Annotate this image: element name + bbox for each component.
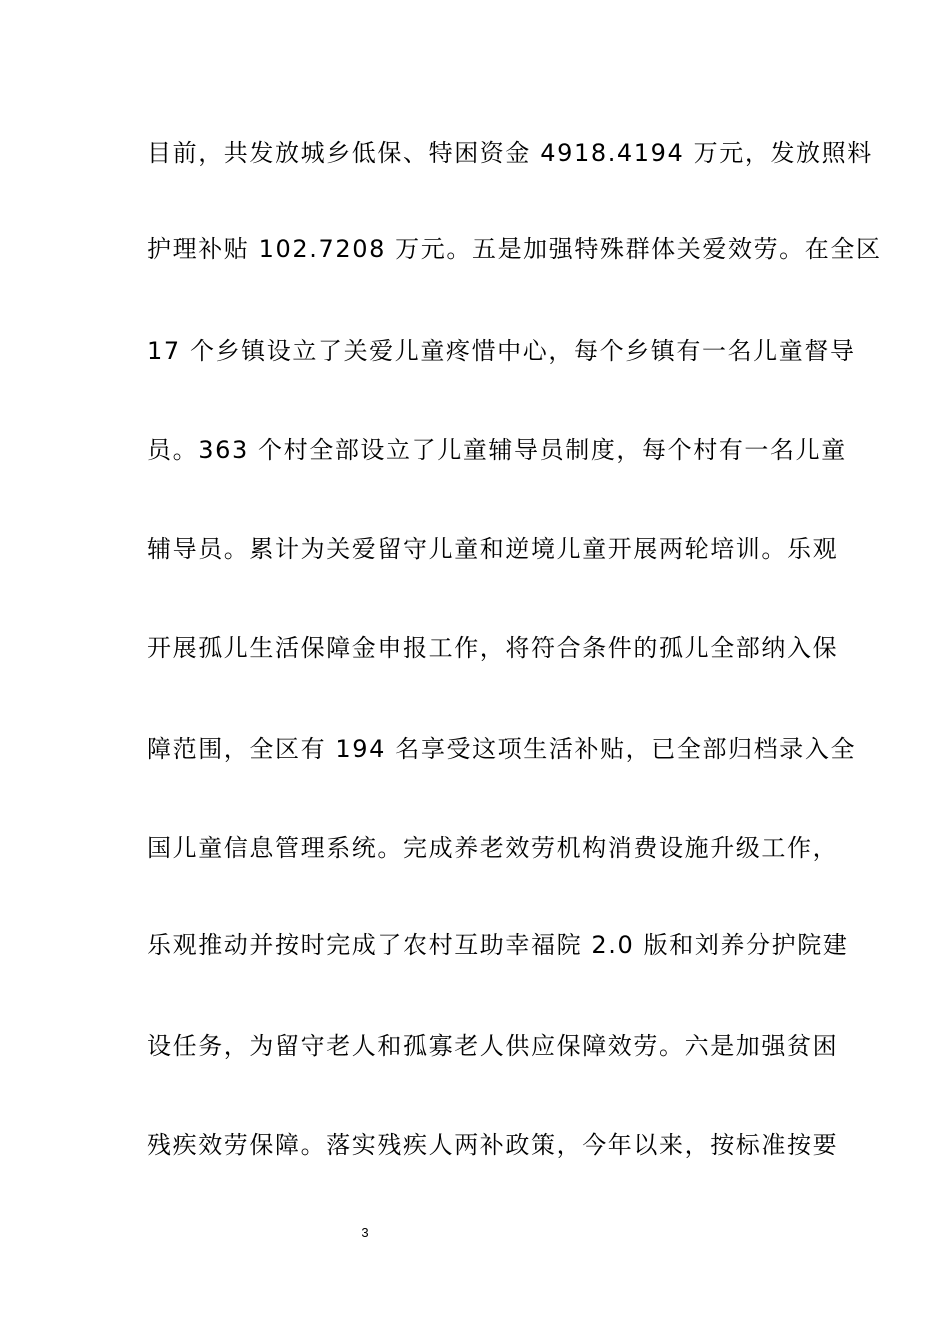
text-line: 辅导员。累计为关爱留守儿童和逆境儿童开展两轮培训。乐观 — [147, 535, 839, 563]
text-line: 17 个乡镇设立了关爱儿童疼惜中心，每个乡镇有一名儿童督导 — [147, 337, 856, 365]
page-number: 3 — [361, 1225, 369, 1240]
text-line: 障范围，全区有 194 名享受这项生活补贴，已全部归档录入全 — [147, 735, 857, 763]
text-line: 残疾效劳保障。落实残疾人两补政策，今年以来，按标准按要 — [147, 1131, 839, 1159]
text-line: 员。363 个村全部设立了儿童辅导员制度，每个村有一名儿童 — [147, 436, 847, 464]
text-line: 乐观推动并按时完成了农村互助幸福院 2.0 版和刘养分护院建 — [147, 931, 849, 959]
text-line: 国儿童信息管理系统。完成养老效劳机构消费设施升级工作， — [147, 834, 839, 862]
text-line: 护理补贴 102.7208 万元。五是加强特殊群体关爱效劳。在全区 — [147, 235, 882, 263]
text-line: 开展孤儿生活保障金申报工作，将符合条件的孤儿全部纳入保 — [147, 634, 839, 662]
text-line: 设任务，为留守老人和孤寡老人供应保障效劳。六是加强贫困 — [147, 1032, 839, 1060]
text-line: 目前，共发放城乡低保、特困资金 4918.4194 万元，发放照料 — [147, 139, 873, 167]
